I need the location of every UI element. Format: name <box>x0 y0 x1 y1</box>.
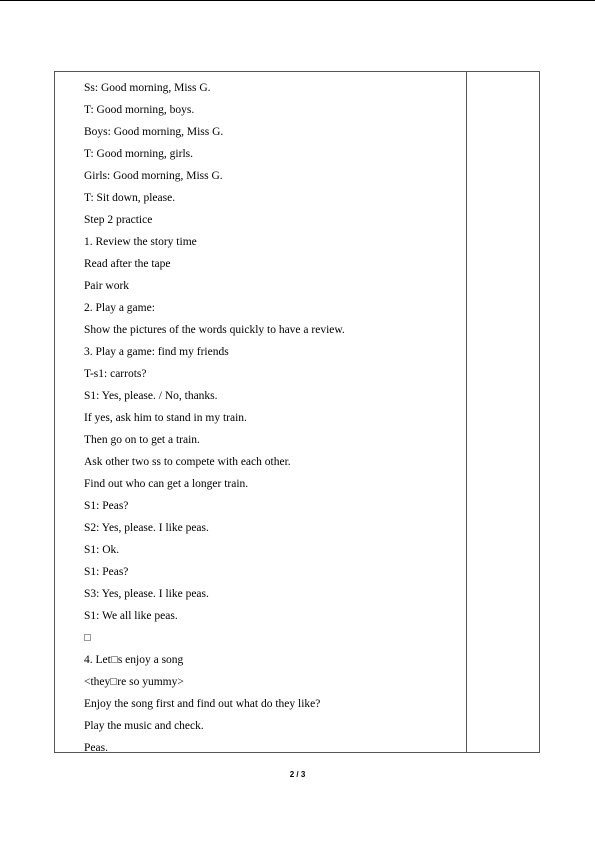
lesson-line: Then go on to get a train. <box>84 434 200 446</box>
lesson-line: S1: Peas? <box>84 566 129 578</box>
lesson-line-part: s enjoy a song <box>117 654 184 666</box>
column-divider <box>466 72 467 752</box>
lesson-line: If yes, ask him to stand in my train. <box>84 412 247 424</box>
missing-glyph-icon <box>111 656 118 663</box>
lesson-line-part: <they <box>84 676 111 688</box>
lesson-line: S2: Yes, please. I like peas. <box>84 522 209 534</box>
lesson-line: T-s1: carrots? <box>84 368 147 380</box>
lesson-line-part: 4. Let <box>84 654 111 666</box>
lesson-line: Enjoy the song first and find out what do they like? <box>84 698 321 710</box>
lesson-line: Girls: Good morning, Miss G. <box>84 170 223 182</box>
lesson-line: Show the pictures of the words quickly to have a review. <box>84 324 345 336</box>
lesson-line <box>84 674 459 696</box>
lesson-line: Peas. <box>84 742 108 754</box>
lesson-line: T: Sit down, please. <box>84 192 176 204</box>
lesson-line: 2. Play a game: <box>84 302 155 314</box>
lesson-line: Pair work <box>84 280 130 292</box>
lesson-table <box>54 71 540 753</box>
lesson-line: Ss: Good morning, Miss G. <box>84 82 211 94</box>
lesson-line: S1: We all like peas. <box>84 610 178 622</box>
lesson-line: S1: Yes, please. / No, thanks. <box>84 390 218 402</box>
lesson-line: Read after the tape <box>84 258 171 270</box>
lesson-line: S1: Peas? <box>84 500 129 512</box>
lesson-line: T: Good morning, girls. <box>84 148 193 160</box>
lesson-content <box>84 80 459 762</box>
top-rule <box>0 0 595 1</box>
lesson-line-placeholder <box>84 630 459 652</box>
lesson-line: S3: Yes, please. I like peas. <box>84 588 209 600</box>
page-indicator: 2 / 3 <box>289 770 306 779</box>
lesson-line: Boys: Good morning, Miss G. <box>84 126 224 138</box>
lesson-line: Step 2 practice <box>84 214 153 226</box>
lesson-line: 1. Review the story time <box>84 236 197 248</box>
lesson-line: T: Good morning, boys. <box>84 104 195 116</box>
lesson-line: Ask other two ss to compete with each other. <box>84 456 291 468</box>
lesson-line: S1: Ok. <box>84 544 120 556</box>
lesson-line: 3. Play a game: find my friends <box>84 346 229 358</box>
lesson-line: Find out who can get a longer train. <box>84 478 249 490</box>
missing-glyph-icon <box>84 634 91 641</box>
lesson-line: Play the music and check. <box>84 720 204 732</box>
lesson-line <box>84 652 459 674</box>
lesson-line-part: re so yummy> <box>117 676 184 688</box>
